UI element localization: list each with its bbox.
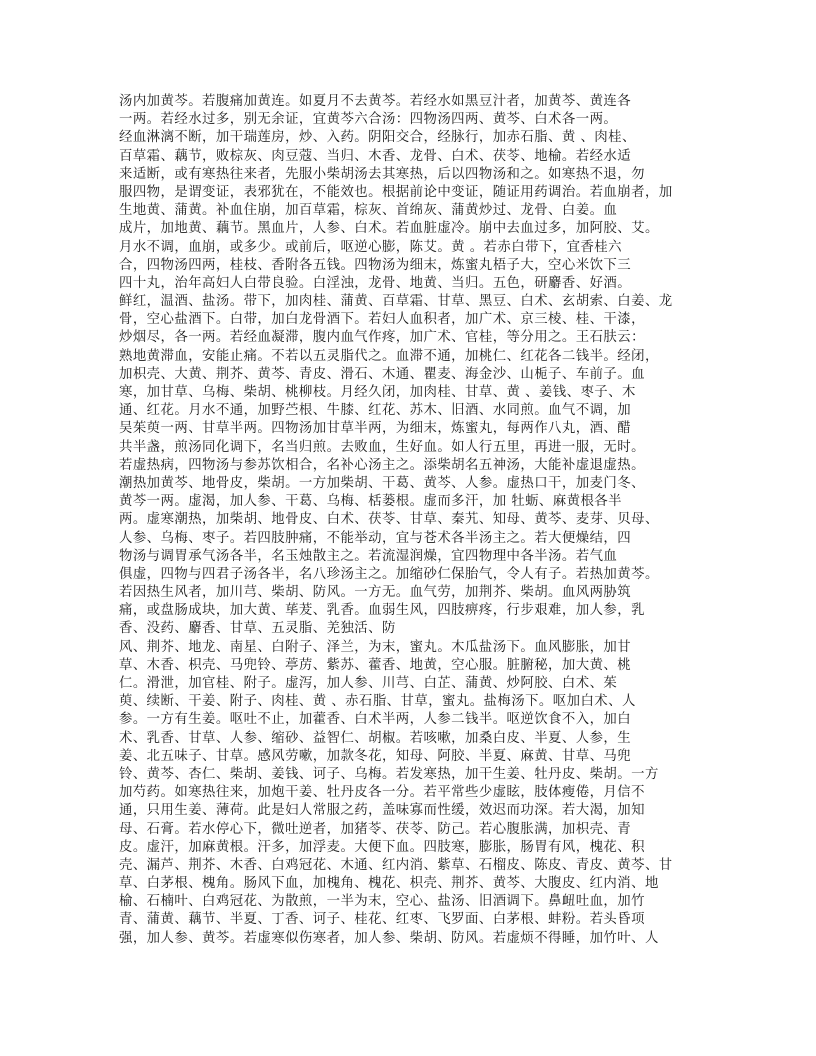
text-line: 术、乳香、甘草、人参、缩砂、益智仁、胡椒。若咳嗽，加桑白皮、半夏、人参，生 (119, 730, 632, 746)
text-line: 风、荆芥、地龙、南星、白附子、泽兰，为末，蜜丸。木瓜盐汤下。血风膨胀，加甘 (119, 639, 632, 655)
body-text (119, 93, 709, 948)
text-line: 萸、续断、干姜、附子、肉桂、黄 、赤石脂、甘草，蜜丸。盐梅汤下。呕加白术、人 (119, 694, 636, 710)
text-line: 服四物，是谓变证，表邪犹在，不能效也。根据前论中变证，随证用药调治。若血崩者，加 (119, 184, 673, 200)
text-line: 经血淋漓不断，加干瑞莲房，炒、入药。阴阳交合，经脉行，加赤石脂、黄 、肉桂、 (119, 130, 636, 146)
text-line: 人参、乌梅、枣子。若四肢肿痛，不能举动，宜与苍术各半汤主之。若大便燥结，四 (119, 530, 632, 546)
text-line: 成片，加地黄、藕节。黑血片，人参、白术。若血脏虚冷。崩中去血过多，加阿胶、艾。 (119, 221, 659, 237)
text-line: 月水不调，血崩，或多少。或前后，呕逆心膨，陈艾。黄 。若赤白带下，宜香桂六 (119, 239, 622, 255)
text-line: 若虚热病，四物汤与参苏饮相合，名补心汤主之。添柴胡名五神汤，大能补虚退虚热。 (119, 457, 645, 473)
text-line: 鲜红，温酒、盐汤。带下，加肉桂、蒲黄、百草霜、甘草、黑豆、白术、玄胡索、白姜、龙 (119, 294, 673, 310)
text-line: 吴茱萸一两、甘草半两。四物汤加甘草半两，为细末，炼蜜丸，每两作八丸，酒、醋 (119, 421, 632, 437)
text-line: 若因热生风者，加川芎、柴胡、防风。一方无。血气劳，加荆芥、柴胡。血风两胁筑 (119, 585, 632, 601)
text-line: 姜、北五味子、甘草。感风劳嗽，加款冬花，知母、阿胶、半夏、麻黄、甘草、马兜 (119, 748, 632, 764)
text-line: 铃、黄芩、杏仁、柴胡、姜钱、诃子、乌梅。若发寒热，加干生姜、牡丹皮、柴胡。一方 (119, 766, 659, 782)
text-line: 加枳壳、大黄、荆芥、黄芩、青皮、滑石、木通、瞿麦、海金沙、山栀子、车前子。血 (119, 366, 645, 382)
text-line: 汤内加黄芩。若腹痛加黄连。如夏月不去黄芩。若经水如黑豆汁者，加黄芩、黄连各 (119, 94, 632, 109)
text-line: 香、没药、麝香、甘草、五灵脂、羌独活、防 (119, 621, 396, 637)
text-line: 草、木香、枳壳、马兜铃、葶苈、紫苏、藿香、地黄，空心服。脏腑秘，加大黄、桃 (119, 657, 632, 673)
text-line: 合，四物汤四两，桂枝、香附各五钱。四物汤为细末，炼蜜丸梧子大，空心米饮下三 (119, 257, 632, 273)
text-line: 物汤与调胃承气汤各半，名玉烛散主之。若流湿润燥，宜四物理中各半汤。若气血 (119, 548, 618, 564)
text-line: 熟地黄滞血，安能止痛。不若以五灵脂代之。血滞不通，加桃仁、红花各二钱半。经闭， (119, 348, 659, 364)
text-line: 生地黄、蒲黄。补血住崩，加百草霜，棕灰、首绵灰、蒲黄炒过、龙骨、白姜。血 (119, 203, 618, 219)
text-line: 榆、石楠叶、白鸡冠花、为散煎，一半为末，空心、盐汤、旧酒调下。鼻衄吐血，加竹 (119, 894, 645, 910)
text-line: 寒，加甘草、乌梅、柴胡、桃柳枝。月经久闭，加肉桂、甘草、黄 、姜钱、枣子、木 (119, 385, 636, 400)
text-line: 四十丸，治年高妇人白带良验。白淫浊，龙骨、地黄、当归。五色，研麝香、好酒。 (119, 275, 632, 291)
text-line: 一两。若经水过多，别无余证，宜黄芩六合汤：四物汤四两、黄芩、白术各一两。 (119, 112, 618, 128)
text-line: 参。一方有生姜。呕吐不止，加藿香、白术半两，人参二钱半。呕逆饮食不入，加白 (119, 712, 632, 728)
text-line: 母、石膏。若水停心下，微吐逆者，加猪苓、茯苓、防己。若心腹胀满，加枳壳、青 (119, 821, 632, 837)
text-line: 青、蒲黄、藕节、半夏、丁香、诃子、桂花、红枣、飞罗面、白茅根、蚌粉。若头昏项 (119, 912, 645, 928)
text-line: 炒烟尽，各一两。若经血凝滞，腹内血气作疼，加广术、官桂，等分用之。王石肤云： (119, 330, 645, 346)
text-line: 痛，或盘肠成块，加大黄、荜茇、乳香。血弱生风，四肢痹疼，行步艰难，加人参，乳 (119, 603, 645, 619)
text-line: 两。虚寒潮热，加柴胡、地骨皮、白术、茯苓、甘草、秦艽、知母、黄芩、麦芽、贝母、 (119, 512, 659, 528)
text-line: 草、白茅根、槐角。肠风下血，加槐角、槐花、枳壳、荆芥、黄芩、大腹皮、红内消、地 (119, 876, 659, 892)
text-line: 百草霜、藕节，败棕灰、肉豆蔻、当归、木香、龙骨、白术、茯苓、地榆。若经水适 (119, 148, 632, 164)
text-line: 共半盏，煎汤同化调下，名当归煎。去败血，生好血。如人行五里，再进一服，无时。 (119, 439, 645, 455)
text-line: 骨，空心盐酒下。白带，加白龙骨酒下。若妇人血积者，加广术、京三棱、桂、干漆， (119, 312, 645, 328)
text-line: 通、红花。月水不通，加野苎根、牛膝、红花、苏木、旧酒、水同煎。血气不调，加 (119, 403, 632, 419)
text-line: 黄芩一两。虚渴，加人参、干葛、乌梅、栝蒌根。虚而多汗，加 牡蛎、麻黄根各半 (119, 494, 622, 510)
text-line: 仁。滑泄，加官桂、附子。虚泻，加人参、川芎、白芷、蒲黄、炒阿胶、白术、茱 (119, 676, 618, 691)
text-line: 来适断，或有寒热往来者，先服小柴胡汤去其寒热，后以四物汤和之。如寒热不退，勿 (119, 166, 645, 182)
text-line: 通，只用生姜、薄荷。此是妇人常服之药，盖味寡而性缓，效迟而功深。若大渴，加知 (119, 803, 645, 819)
text-line: 加芍药。如寒热往来，加炮干姜、牡丹皮各一分。若平常些少虚眩，肢体瘦倦，月信不 (119, 785, 645, 801)
text-line: 俱虚，四物与四君子汤各半，名八珍汤主之。加缩砂仁保胎气，令人有子。若热加黄芩。 (119, 566, 659, 582)
text-line: 潮热加黄芩、地骨皮，柴胡。一方加柴胡、干葛、黄芩、人参。虚热口干，加麦门冬、 (119, 475, 645, 491)
text-line: 强，加人参、黄芩。若虚寒似伤寒者，加人参、柴胡、防风。若虚烦不得睡，加竹叶、人 (119, 930, 659, 946)
text-line: 皮。虚汗，加麻黄根。汗多，加浮麦。大便下血。四肢寒，膨胀，肠胃有风，槐花、积 (119, 839, 645, 855)
text-line: 壳、漏芦、荆芥、木香、白鸡冠花、木通、红内消、紫草、石榴皮、陈皮、青皮、黄芩、甘 (119, 857, 673, 873)
